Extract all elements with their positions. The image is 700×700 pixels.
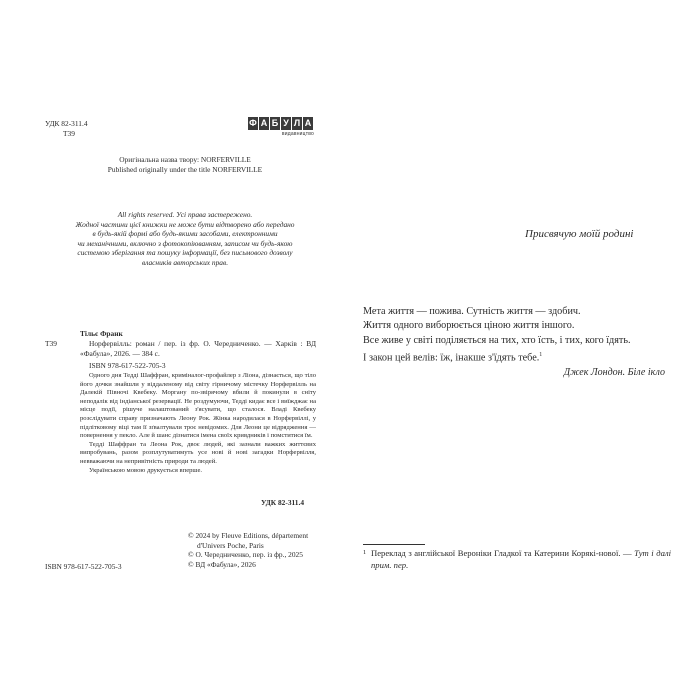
rights-line: системою зберігання та пошуку інформації, без письмового дозволу	[77, 248, 293, 258]
copyright-block	[188, 531, 328, 569]
logo-letter: А	[260, 118, 268, 128]
catalog-annotation	[80, 372, 316, 475]
copyright-line: d'Univers Poche, Paris	[197, 540, 264, 550]
logo-letter: У	[281, 117, 291, 130]
rights-line: чи механічними, включно з фотокопіюванням, записом чи будь-якою	[77, 238, 293, 248]
epigraph	[363, 305, 665, 380]
logo-letter: Б	[271, 118, 279, 128]
epigraph-line: Мета життя — пожива. Сутність життя — здобич.	[363, 306, 581, 317]
catalog-isbn: ISBN 978-617-522-705-3	[89, 361, 166, 370]
isbn-bottom: ISBN 978-617-522-705-3	[45, 562, 122, 571]
catalog-author: Тільє Франк	[80, 329, 123, 338]
rights-line: Жодної частини цієї книжки не може бути відтворено або передано	[75, 219, 295, 229]
udk-line: УДК 82-311.4	[45, 119, 88, 128]
footnote-number: 1	[363, 549, 367, 556]
annotation-paragraph: Українською мовою друкується вперше.	[89, 466, 203, 474]
call-code: Т39	[63, 129, 75, 138]
annotation-paragraph: Одного дня Тедді Шаффран, криміналог-профайлер з Ліона, дізнається, що тіло його дочки знайшли у віддаленому від світу гірничому містечку Норфервілль на Далекій Півночі Квебеку. Моргану по-звірячому вбили й покинули в сніту неподалік від індіанської резервації. Не роздумуючи, Тедді кидає все і виїжджає на місце події, рішуче налаштований з'ясувати, що сталося. Владі Квебеку розслідувати справу призначають Леону Рок. Жінка народилася в Норфервіллі, у підлітковому віці там її зґвалтували троє невідомих. Для Леони це відрядження — повернення у пекло. Але й шанс дізнатися імена своїх кривдників і помститися їм.	[80, 372, 316, 440]
logo-letter: Ф	[249, 118, 257, 128]
annotation-paragraph: Тедді Шаффран та Леона Рок, двоє людей, які зазнали важких життєвих випробувань, разом розплутуватимуть усе нові й нові загадки Норфервілля, невважаючи на непривітність природи та людей.	[80, 440, 316, 465]
catalog-udk: УДК 82-311.4	[261, 498, 305, 507]
publisher-logo	[248, 117, 314, 137]
logo-letter: Л	[293, 118, 301, 128]
footnote-marker: 1	[539, 352, 543, 359]
rights-block	[50, 210, 320, 268]
logo-letters	[248, 117, 314, 130]
epigraph-line: Життя одного виборюється ціною життя іншого.	[363, 320, 575, 332]
copyright-line: © 2024 by Fleuve Editions, département	[188, 531, 309, 540]
logo-letter: А	[304, 118, 312, 128]
footnote	[363, 548, 671, 572]
copyright-line: © О. Чередниченко, пер. із фр., 2025	[188, 550, 303, 560]
attribution-author: Джек Лондон.	[563, 367, 626, 379]
epigraph-attribution	[363, 366, 665, 380]
copyright-line: © ВД «Фабула», 2026	[188, 559, 256, 569]
catalog-entry: Норфервілль: роман / пер. із фр. О. Чередниченко. — Харків : ВД «Фабула», 2026. — 384 с.	[80, 339, 316, 358]
epigraph-line: І закон цей велів: їж, інакше з'їдять тебе.	[363, 352, 540, 364]
epigraph-line-last	[363, 348, 665, 366]
logo-subtitle: видавництво	[281, 131, 314, 137]
footnote-text: Переклад з англійської Вероніки Гладкої та Катерини Корякі-нової. —	[371, 548, 635, 558]
attribution-work: Біле ікло	[627, 367, 665, 379]
original-title-line: Published originally under the title NORFERVILLE	[107, 164, 263, 174]
dedication: Присвячую моїй родині	[525, 228, 634, 240]
original-title-block	[60, 155, 310, 174]
rights-line: власників авторських прав.	[141, 257, 229, 267]
rights-line: All rights reserved. Усі права застережено.	[117, 210, 253, 219]
catalog-call-code: Т39	[45, 339, 57, 348]
original-title-line: Оригінальна назва твору: NORFERVILLE	[119, 155, 251, 164]
rights-line: в будь-якій формі або будь-якими засобами, електронними	[92, 229, 278, 239]
epigraph-line: Все живе у світі поділяється на тих, хто їсть, і тих, кого їдять.	[363, 334, 631, 346]
footnote-divider	[363, 544, 425, 545]
footnote-italic: Тут і далі прим. пер.	[371, 548, 671, 570]
